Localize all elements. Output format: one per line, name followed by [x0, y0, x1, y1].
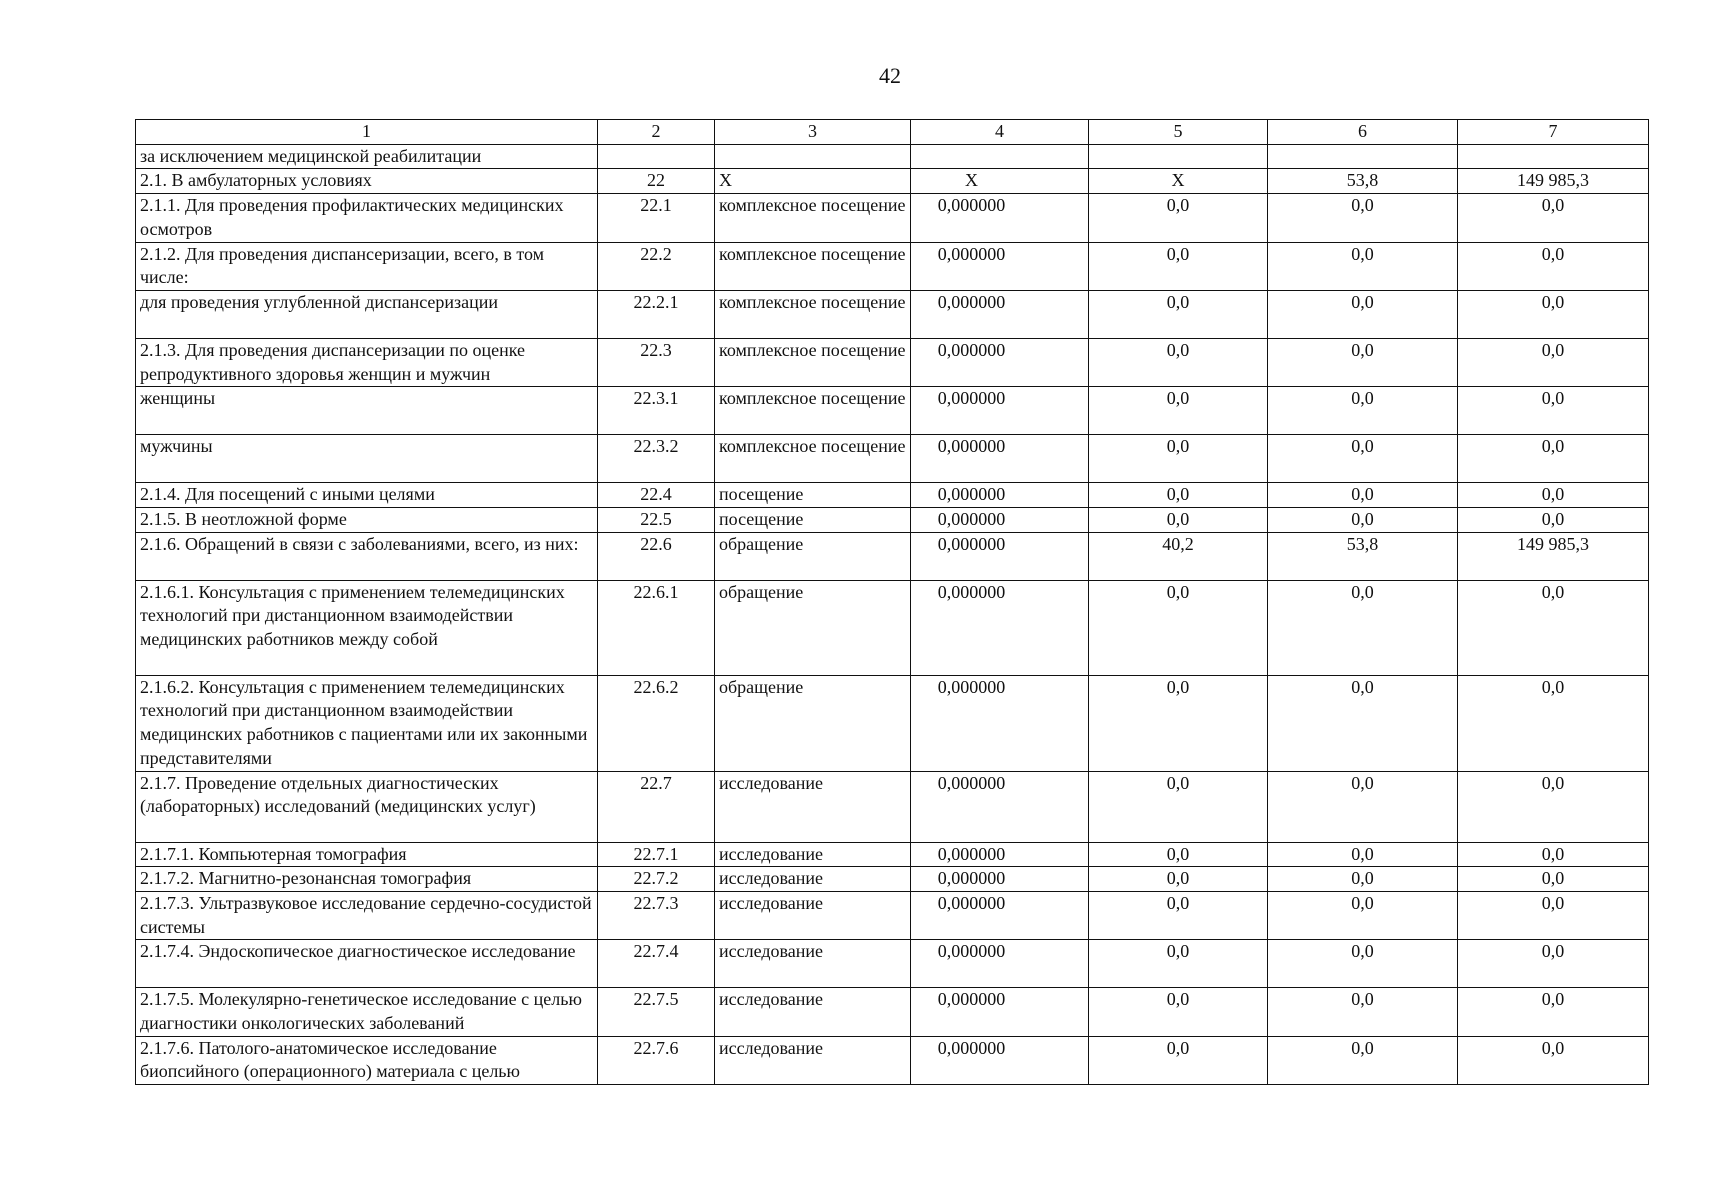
row-code-cell: 22.7	[598, 771, 715, 842]
row-col4-cell: 0,000000	[911, 194, 1089, 242]
row-unit-cell: исследование	[715, 988, 911, 1036]
row-code-cell: 22.3.2	[598, 435, 715, 483]
row-unit-cell: исследование	[715, 940, 911, 988]
row-code-cell: 22.7.2	[598, 867, 715, 892]
row-col5-cell: 0,0	[1089, 580, 1268, 675]
row-unit-cell: комплексное посещение	[715, 435, 911, 483]
row-col6-cell: 0,0	[1268, 842, 1458, 867]
row-name-cell: 2.1.7.5. Молекулярно-генетическое исследование с целью диагностики онкологических заболеваний	[136, 988, 598, 1036]
row-col5-cell: 0,0	[1089, 867, 1268, 892]
row-name-cell: мужчины	[136, 435, 598, 483]
row-col6-cell: 0,0	[1268, 771, 1458, 842]
row-col6-cell: 0,0	[1268, 508, 1458, 533]
row-col5-cell: 0,0	[1089, 435, 1268, 483]
table-body	[136, 120, 1649, 1085]
row-col4-cell: X	[911, 169, 1089, 194]
table-row	[136, 483, 1649, 508]
row-col6-cell: 0,0	[1268, 891, 1458, 939]
row-unit-cell: посещение	[715, 508, 911, 533]
row-col5-cell	[1089, 144, 1268, 169]
row-col7-cell: 0,0	[1458, 290, 1649, 338]
table-row	[136, 194, 1649, 242]
row-code-cell: 22.7.4	[598, 940, 715, 988]
row-code-cell	[598, 144, 715, 169]
header-cell-1: 1	[136, 120, 598, 145]
row-col4-cell: 0,000000	[911, 771, 1089, 842]
row-col7-cell: 0,0	[1458, 988, 1649, 1036]
row-col7-cell: 0,0	[1458, 1036, 1649, 1084]
header-cell-7: 7	[1458, 120, 1649, 145]
row-col7-cell: 0,0	[1458, 194, 1649, 242]
row-col7-cell	[1458, 144, 1649, 169]
row-col6-cell: 0,0	[1268, 435, 1458, 483]
table-row	[136, 144, 1649, 169]
row-col4-cell: 0,000000	[911, 675, 1089, 771]
table-row	[136, 387, 1649, 435]
row-col7-cell: 0,0	[1458, 867, 1649, 892]
row-col7-cell: 149 985,3	[1458, 532, 1649, 580]
header-cell-3: 3	[715, 120, 911, 145]
row-col7-cell: 0,0	[1458, 675, 1649, 771]
row-col6-cell: 0,0	[1268, 483, 1458, 508]
row-col5-cell: 0,0	[1089, 483, 1268, 508]
row-name-cell: 2.1.7.1. Компьютерная томография	[136, 842, 598, 867]
row-col5-cell: 0,0	[1089, 387, 1268, 435]
row-col4-cell: 0,000000	[911, 940, 1089, 988]
row-code-cell: 22.7.6	[598, 1036, 715, 1084]
row-code-cell: 22.1	[598, 194, 715, 242]
row-name-cell: 2.1.3. Для проведения диспансеризации по оценке репродуктивного здоровья женщин и мужчин	[136, 338, 598, 386]
row-code-cell: 22.6	[598, 532, 715, 580]
row-col6-cell: 0,0	[1268, 194, 1458, 242]
row-col7-cell: 0,0	[1458, 508, 1649, 533]
table-row	[136, 988, 1649, 1036]
row-code-cell: 22.7.1	[598, 842, 715, 867]
row-col4-cell: 0,000000	[911, 508, 1089, 533]
row-col6-cell: 0,0	[1268, 387, 1458, 435]
row-unit-cell: комплексное посещение	[715, 290, 911, 338]
row-unit-cell: исследование	[715, 891, 911, 939]
row-code-cell: 22	[598, 169, 715, 194]
row-unit-cell: комплексное посещение	[715, 194, 911, 242]
table-row	[136, 169, 1649, 194]
row-col6-cell: 0,0	[1268, 290, 1458, 338]
row-col4-cell: 0,000000	[911, 435, 1089, 483]
row-name-cell: 2.1.7.2. Магнитно-резонансная томография	[136, 867, 598, 892]
row-col4-cell: 0,000000	[911, 580, 1089, 675]
row-col5-cell: 0,0	[1089, 771, 1268, 842]
row-name-cell: 2.1.1. Для проведения профилактических медицинских осмотров	[136, 194, 598, 242]
row-col4-cell: 0,000000	[911, 867, 1089, 892]
row-code-cell: 22.5	[598, 508, 715, 533]
row-col6-cell: 0,0	[1268, 940, 1458, 988]
row-code-cell: 22.6.2	[598, 675, 715, 771]
row-unit-cell: X	[715, 169, 911, 194]
row-col7-cell: 0,0	[1458, 771, 1649, 842]
row-col7-cell: 0,0	[1458, 483, 1649, 508]
page-number: 42	[879, 63, 901, 88]
row-col7-cell: 0,0	[1458, 580, 1649, 675]
row-unit-cell: обращение	[715, 580, 911, 675]
row-col5-cell: X	[1089, 169, 1268, 194]
header-row	[136, 120, 1649, 145]
row-unit-cell: посещение	[715, 483, 911, 508]
row-name-cell: 2.1. В амбулаторных условиях	[136, 169, 598, 194]
row-name-cell: 2.1.7. Проведение отдельных диагностических (лабораторных) исследований (медицинских услуг)	[136, 771, 598, 842]
row-col5-cell: 0,0	[1089, 842, 1268, 867]
row-unit-cell: обращение	[715, 532, 911, 580]
row-col5-cell: 0,0	[1089, 242, 1268, 290]
row-col7-cell: 0,0	[1458, 338, 1649, 386]
table-row	[136, 867, 1649, 892]
row-col5-cell: 0,0	[1089, 338, 1268, 386]
row-col6-cell: 0,0	[1268, 1036, 1458, 1084]
row-col4-cell: 0,000000	[911, 483, 1089, 508]
table-row	[136, 1036, 1649, 1084]
row-unit-cell: комплексное посещение	[715, 387, 911, 435]
row-col4-cell: 0,000000	[911, 242, 1089, 290]
row-unit-cell: обращение	[715, 675, 911, 771]
row-code-cell: 22.7.3	[598, 891, 715, 939]
row-col7-cell: 0,0	[1458, 242, 1649, 290]
header-cell-6: 6	[1268, 120, 1458, 145]
row-col5-cell: 0,0	[1089, 675, 1268, 771]
table-row	[136, 891, 1649, 939]
row-col4-cell: 0,000000	[911, 891, 1089, 939]
row-name-cell: за исключением медицинской реабилитации	[136, 144, 598, 169]
row-unit-cell: комплексное посещение	[715, 242, 911, 290]
row-col4-cell: 0,000000	[911, 1036, 1089, 1084]
row-col4-cell: 0,000000	[911, 988, 1089, 1036]
row-col7-cell: 149 985,3	[1458, 169, 1649, 194]
row-code-cell: 22.2	[598, 242, 715, 290]
row-unit-cell	[715, 144, 911, 169]
row-col4-cell: 0,000000	[911, 532, 1089, 580]
row-col6-cell: 0,0	[1268, 242, 1458, 290]
table-row	[136, 435, 1649, 483]
row-col7-cell: 0,0	[1458, 842, 1649, 867]
row-name-cell: 2.1.6.1. Консультация с применением телемедицинских технологий при дистанционном взаимодействии медицинских работников между собой	[136, 580, 598, 675]
row-unit-cell: исследование	[715, 771, 911, 842]
row-name-cell: 2.1.5. В неотложной форме	[136, 508, 598, 533]
row-col4-cell: 0,000000	[911, 387, 1089, 435]
row-name-cell: 2.1.6. Обращений в связи с заболеваниями, всего, из них:	[136, 532, 598, 580]
row-code-cell: 22.2.1	[598, 290, 715, 338]
table-row	[136, 242, 1649, 290]
row-name-cell: 2.1.7.3. Ультразвуковое исследование сердечно-сосудистой системы	[136, 891, 598, 939]
table-row	[136, 842, 1649, 867]
data-table	[135, 119, 1649, 1085]
row-col7-cell: 0,0	[1458, 435, 1649, 483]
row-col6-cell: 53,8	[1268, 169, 1458, 194]
row-name-cell: 2.1.7.4. Эндоскопическое диагностическое исследование	[136, 940, 598, 988]
row-code-cell: 22.4	[598, 483, 715, 508]
row-col6-cell: 53,8	[1268, 532, 1458, 580]
row-col6-cell: 0,0	[1268, 580, 1458, 675]
row-col4-cell: 0,000000	[911, 338, 1089, 386]
row-col7-cell: 0,0	[1458, 387, 1649, 435]
table-row	[136, 532, 1649, 580]
row-code-cell: 22.6.1	[598, 580, 715, 675]
row-col6-cell: 0,0	[1268, 338, 1458, 386]
table-row	[136, 508, 1649, 533]
row-col5-cell: 0,0	[1089, 940, 1268, 988]
row-unit-cell: комплексное посещение	[715, 338, 911, 386]
row-unit-cell: исследование	[715, 1036, 911, 1084]
row-code-cell: 22.7.5	[598, 988, 715, 1036]
header-cell-5: 5	[1089, 120, 1268, 145]
row-col6-cell: 0,0	[1268, 867, 1458, 892]
row-col6-cell: 0,0	[1268, 988, 1458, 1036]
row-name-cell: женщины	[136, 387, 598, 435]
table-row	[136, 675, 1649, 771]
row-col5-cell: 0,0	[1089, 988, 1268, 1036]
table-row	[136, 580, 1649, 675]
row-name-cell: 2.1.4. Для посещений с иными целями	[136, 483, 598, 508]
row-name-cell: 2.1.7.6. Патолого-анатомическое исследование биопсийного (операционного) материала с целью	[136, 1036, 598, 1084]
header-cell-2: 2	[598, 120, 715, 145]
row-col4-cell	[911, 144, 1089, 169]
row-col4-cell: 0,000000	[911, 290, 1089, 338]
table-row	[136, 290, 1649, 338]
header-cell-4: 4	[911, 120, 1089, 145]
row-col7-cell: 0,0	[1458, 940, 1649, 988]
row-col5-cell: 0,0	[1089, 290, 1268, 338]
row-name-cell: 2.1.6.2. Консультация с применением телемедицинских технологий при дистанционном взаимодействии медицинских работников с пациентами или их законными представителями	[136, 675, 598, 771]
table-row	[136, 338, 1649, 386]
row-code-cell: 22.3.1	[598, 387, 715, 435]
row-col5-cell: 0,0	[1089, 1036, 1268, 1084]
row-col4-cell: 0,000000	[911, 842, 1089, 867]
row-col6-cell	[1268, 144, 1458, 169]
row-name-cell: 2.1.2. Для проведения диспансеризации, всего, в том числе:	[136, 242, 598, 290]
row-name-cell: для проведения углубленной диспансеризации	[136, 290, 598, 338]
row-col7-cell: 0,0	[1458, 891, 1649, 939]
table-row	[136, 771, 1649, 842]
row-code-cell: 22.3	[598, 338, 715, 386]
row-col5-cell: 0,0	[1089, 508, 1268, 533]
row-col5-cell: 0,0	[1089, 194, 1268, 242]
row-col6-cell: 0,0	[1268, 675, 1458, 771]
table-row	[136, 940, 1649, 988]
row-unit-cell: исследование	[715, 842, 911, 867]
row-unit-cell: исследование	[715, 867, 911, 892]
row-col5-cell: 0,0	[1089, 891, 1268, 939]
row-col5-cell: 40,2	[1089, 532, 1268, 580]
